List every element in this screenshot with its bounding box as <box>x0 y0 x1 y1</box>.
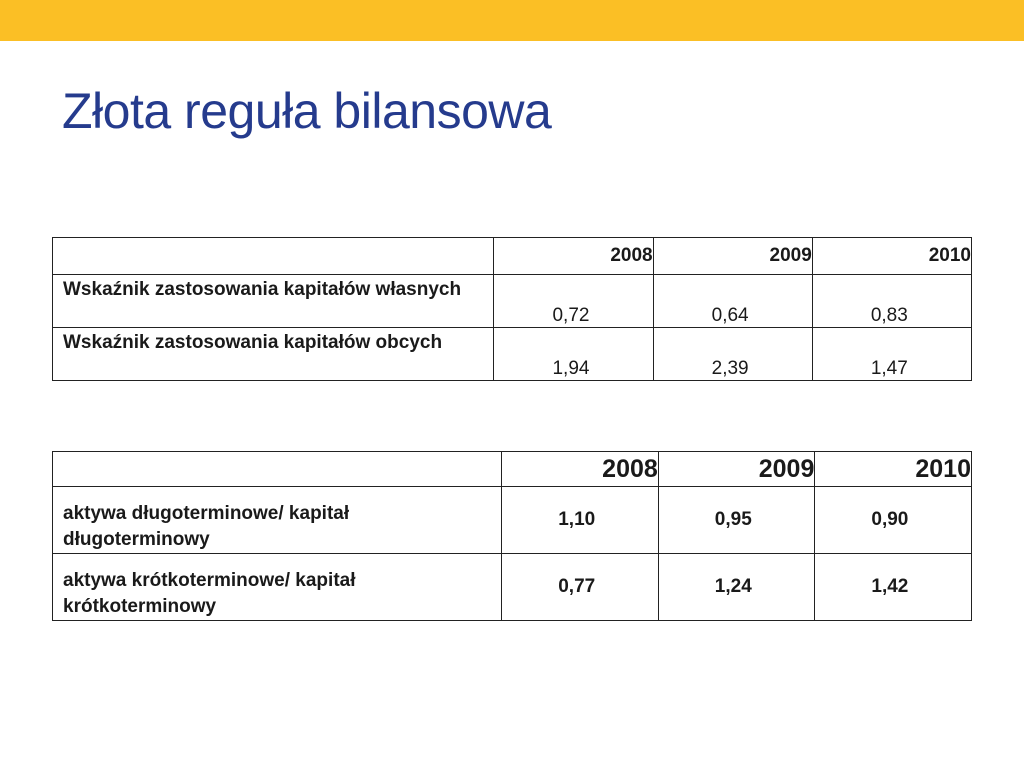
value-cell: 0,77 <box>502 554 659 621</box>
row-label: aktywa długoterminowe/ kapitał długoterminowy <box>53 487 502 554</box>
value-cell: 2,39 <box>653 328 812 381</box>
header-cell-blank <box>53 452 502 487</box>
value-cell: 0,90 <box>815 487 972 554</box>
row-label: aktywa krótkoterminowe/ kapitał krótkoterminowy <box>53 554 502 621</box>
table-row <box>53 275 972 328</box>
table-header-row <box>53 452 972 487</box>
table-row <box>53 554 972 621</box>
value-cell: 0,64 <box>653 275 812 328</box>
table-header-row <box>53 238 972 275</box>
value-cell: 1,10 <box>502 487 659 554</box>
value-cell: 1,47 <box>812 328 971 381</box>
header-cell-2009: 2009 <box>653 238 812 275</box>
top-accent-bar <box>0 0 1024 41</box>
header-cell-2008: 2008 <box>502 452 659 487</box>
value-cell: 1,42 <box>815 554 972 621</box>
slide-title: Złota reguła bilansowa <box>62 83 552 139</box>
value-cell: 0,83 <box>812 275 971 328</box>
header-cell-blank <box>53 238 494 275</box>
value-cell: 0,95 <box>658 487 815 554</box>
value-cell: 1,94 <box>494 328 653 381</box>
header-cell-2009: 2009 <box>658 452 815 487</box>
table-row <box>53 487 972 554</box>
header-cell-2008: 2008 <box>494 238 653 275</box>
header-cell-2010: 2010 <box>812 238 971 275</box>
header-cell-2010: 2010 <box>815 452 972 487</box>
row-label: Wskaźnik zastosowania kapitałów własnych <box>53 275 494 328</box>
value-cell: 1,24 <box>658 554 815 621</box>
ratio-table-assets-capital <box>52 451 972 621</box>
ratio-table-capital-usage <box>52 237 972 381</box>
value-cell: 0,72 <box>494 275 653 328</box>
table-row <box>53 328 972 381</box>
row-label: Wskaźnik zastosowania kapitałów obcych <box>53 328 494 381</box>
